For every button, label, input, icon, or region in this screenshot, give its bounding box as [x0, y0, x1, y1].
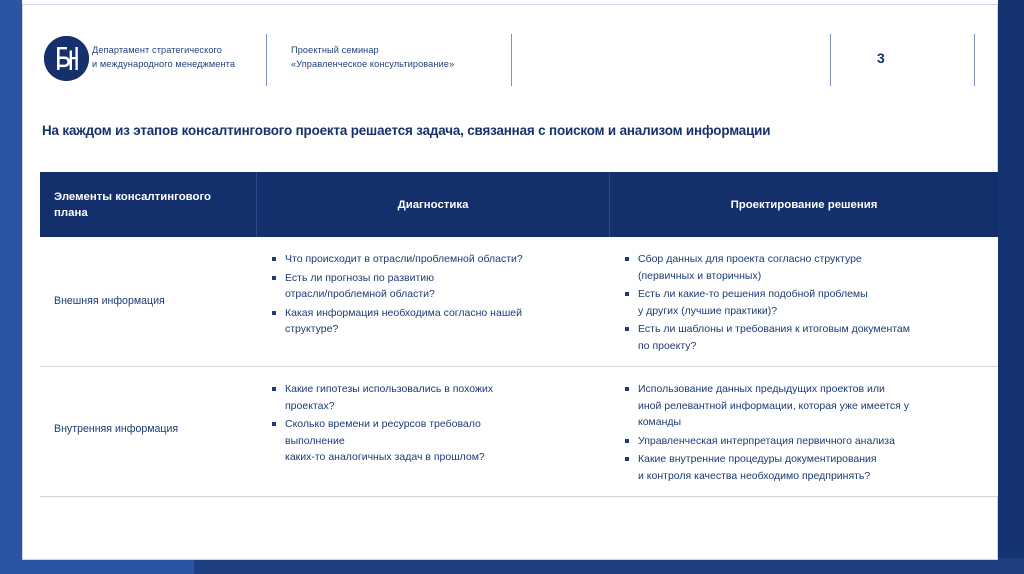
- header-divider-1: [266, 34, 267, 86]
- seminar-name: Проектный семинар «Управленческое консультирование»: [291, 45, 455, 69]
- row-diagnostics-cell: [257, 367, 610, 478]
- list-item: Есть ли шаблоны и требования к итоговым документам по проекту?: [624, 321, 984, 354]
- row-label-internal-information: Внутренняя информация: [54, 423, 179, 435]
- list-item: Использование данных предыдущих проектов или иной релевантной информации, которая уже имеется у команды: [624, 381, 984, 431]
- page-number: 3: [877, 50, 885, 66]
- slide-header: [44, 34, 984, 88]
- consulting-plan-table: [40, 172, 998, 497]
- diagnostics-bullet-list: [271, 251, 596, 338]
- row-diagnostics-cell: [257, 237, 610, 350]
- list-item: Какие гипотезы использовались в похожих проектах?: [271, 381, 596, 414]
- list-item: Сколько времени и ресурсов требовало выполнение каких-то аналогичных задач в прошлом?: [271, 416, 596, 466]
- column-header-elements: Элементы консалтингового плана: [40, 172, 257, 237]
- row-label-cell: [40, 367, 257, 445]
- column-header-diagnostics: Диагностика: [257, 172, 610, 237]
- list-item: Какая информация необходима согласно нашей структуре?: [271, 305, 596, 338]
- list-item: Есть ли прогнозы по развитию отрасли/проблемной области?: [271, 270, 596, 303]
- diagnostics-bullet-list: [271, 381, 596, 466]
- column-header-solution-design: Проектирование решения: [730, 198, 878, 211]
- header-divider-2: [511, 34, 512, 86]
- table-row: [40, 366, 998, 496]
- row-solution-design-cell: [610, 237, 998, 366]
- row-label-external-information: Внешняя информация: [54, 295, 165, 307]
- table-bottom-rule: [40, 496, 998, 497]
- table-row: [40, 237, 998, 366]
- bottom-right-accent-bar: [194, 558, 1024, 574]
- header-divider-3: [830, 34, 831, 86]
- table-header-row: [40, 172, 998, 237]
- list-item: Какие внутренние процедуры документирования и контроля качества необходимо предпринять?: [624, 451, 984, 484]
- row-label-cell: [40, 237, 257, 317]
- list-item: Что происходит в отрасли/проблемной области?: [271, 251, 596, 268]
- list-item: Управленческая интерпретация первичного анализа: [624, 433, 984, 450]
- department-name: Департамент стратегического и международного менеджмента: [92, 45, 236, 69]
- right-edge-accent-bar: [998, 0, 1024, 574]
- hse-logo-icon: [44, 36, 89, 81]
- list-item: Есть ли какие-то решения подобной проблемы у других (лучшие практики)?: [624, 286, 984, 319]
- page-title: На каждом из этапов консалтингового проекта решается задача, связанная с поиском и анализом информации: [42, 123, 771, 138]
- solution-design-bullet-list: [624, 381, 984, 484]
- left-edge-accent-bar: [0, 0, 22, 560]
- row-solution-design-cell: [610, 367, 998, 496]
- list-item: Сбор данных для проекта согласно структуре (первичных и вторичных): [624, 251, 984, 284]
- header-divider-4: [974, 34, 975, 86]
- solution-design-bullet-list: [624, 251, 984, 354]
